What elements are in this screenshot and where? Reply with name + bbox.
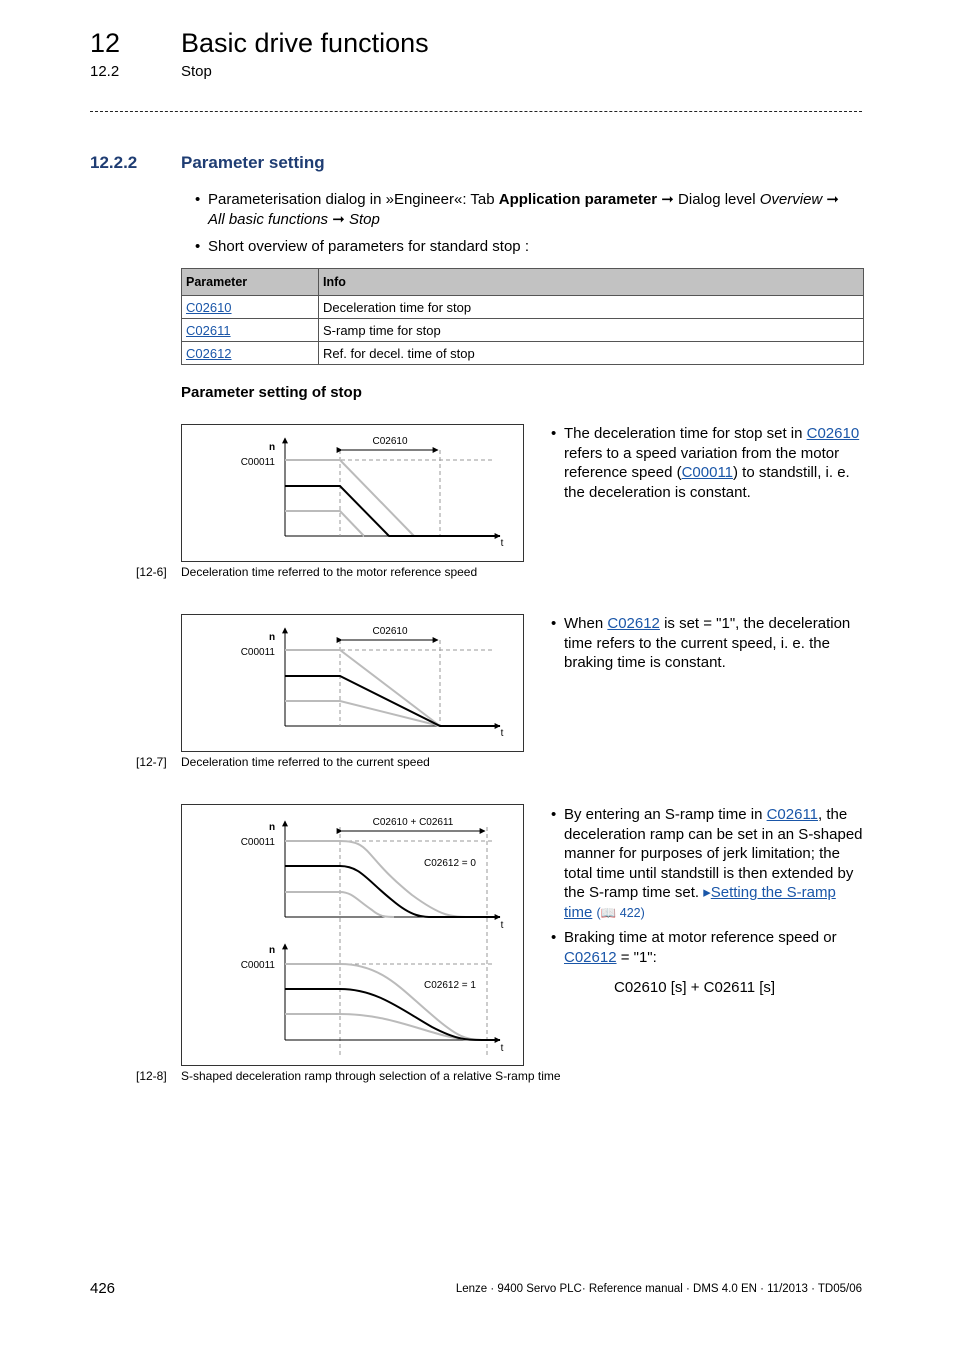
s-ramp-curve <box>285 841 470 917</box>
figure-12-7 <box>181 614 524 752</box>
axis-label-c00011: C00011 <box>240 960 275 971</box>
caption-number: [12-7] <box>136 755 167 769</box>
axis-label-n: n <box>268 945 276 956</box>
axis-label-n: n <box>268 822 276 833</box>
caption: S-shaped deceleration ramp through selection of a relative S-ramp time <box>181 1069 561 1083</box>
document-info: Lenze · 9400 Servo PLC· Reference manual · DMS 4.0 EN · 11/2013 · TD05/06 <box>455 1283 862 1295</box>
dialog-item: All basic functions <box>208 210 329 228</box>
page-ref-number: 422 <box>619 905 641 920</box>
text: By entering an S-ramp time in <box>564 806 767 823</box>
param-link-c02611[interactable]: C02611 <box>186 322 231 338</box>
chapter-title: Basic drive functions <box>181 28 429 58</box>
text: is set = "1", the deceleration time refers to the current speed, i. e. the braking time is constant. <box>564 615 851 671</box>
axis-label-c00011: C00011 <box>240 647 275 658</box>
fig3-bullet-2 <box>551 928 864 967</box>
section-number: 12.2 <box>90 63 120 80</box>
bullet-dot: • <box>551 806 557 823</box>
param-link-c02612[interactable]: C02612 <box>186 345 232 361</box>
header-parameter: Parameter <box>182 269 319 296</box>
axis-label-n: n <box>268 632 276 643</box>
text: = "1": <box>616 948 657 966</box>
figure-12-6 <box>181 424 524 562</box>
axis-label-n: n <box>268 442 276 453</box>
table-row <box>182 319 864 342</box>
axis-label-t: t <box>500 1043 504 1054</box>
axis-label-c00011: C00011 <box>240 457 275 468</box>
fig2-description <box>551 614 864 673</box>
curve-label: C02612 = 0 <box>424 858 476 869</box>
arrow-icon: ➞ <box>657 191 679 208</box>
link-c00011[interactable]: C00011 <box>681 464 734 481</box>
bullet-dot: • <box>551 615 557 632</box>
dialog-level: Overview <box>759 191 823 208</box>
text: refers to a speed variation from the motor reference speed ( <box>564 444 840 481</box>
bullet-dot: • <box>551 425 557 442</box>
ramp-curve <box>285 511 364 536</box>
dimension-label: C02610 <box>372 626 408 637</box>
curve-label: C02612 = 1 <box>424 980 476 991</box>
table-row <box>182 296 864 319</box>
fig1-description <box>551 424 864 502</box>
s-ramp-curve <box>285 964 482 1040</box>
link-c02611[interactable]: C02611 <box>766 806 819 823</box>
param-info: Deceleration time for stop <box>319 296 864 319</box>
text: , the deceleration ramp can be set in an S-shaped manner for purposes of jerk limitation; the total time until standstill is then extended by the S-ramp time set. <box>564 806 863 901</box>
section-title: Stop <box>181 63 212 80</box>
formula: C02610 [s] + C02611 [s] <box>614 979 776 996</box>
axis-label-t: t <box>500 728 504 739</box>
fig3-description <box>551 805 864 923</box>
param-info: Ref. for decel. time of stop <box>319 342 864 365</box>
text: Parameterisation dialog in »Engineer«: Tab <box>208 191 499 208</box>
arrow-icon: ➞ <box>328 210 349 228</box>
text: Short overview of parameters for standard stop : <box>208 238 529 255</box>
axis-label-t: t <box>500 920 504 931</box>
link-c02612[interactable]: C02612 <box>564 948 617 966</box>
text: Dialog level <box>678 191 760 208</box>
axis-label-t: t <box>500 538 504 549</box>
tab-name: Application parameter <box>498 191 658 208</box>
bullet-dot: • <box>195 238 201 255</box>
link-c02612[interactable]: C02612 <box>607 615 660 632</box>
text: When <box>564 615 608 632</box>
dialog-item: Stop <box>348 210 380 228</box>
figure-12-8 <box>181 804 524 1066</box>
dimension-label: C02610 + C02611 <box>372 817 454 828</box>
table-row <box>182 342 864 365</box>
xref-arrow-icon: ▸ <box>703 884 711 901</box>
caption-number: [12-8] <box>136 1069 167 1083</box>
arrow-icon: ➞ <box>822 191 840 208</box>
intro-bullet-2 <box>195 237 868 257</box>
subsection-number: 12.2.2 <box>90 153 138 172</box>
caption: Deceleration time referred to the current speed <box>181 755 430 769</box>
parameter-table <box>181 268 864 365</box>
caption-number: [12-6] <box>136 565 167 579</box>
param-info: S-ramp time for stop <box>319 319 864 342</box>
subheading: Parameter setting of stop <box>181 384 362 401</box>
text: The deceleration time for stop set in <box>564 425 807 442</box>
table-header-row <box>182 269 864 296</box>
header-info: Info <box>319 269 864 296</box>
page-ref[interactable]: (📖 422) <box>596 905 645 920</box>
param-link-c02610[interactable]: C02610 <box>186 299 232 315</box>
link-c02610[interactable]: C02610 <box>806 425 860 442</box>
bullet-dot: • <box>195 191 201 208</box>
subsection-title: Parameter setting <box>181 153 325 172</box>
dimension-label: C02610 <box>372 436 408 447</box>
chapter-number: 12 <box>90 28 121 58</box>
intro-bullet-1 <box>195 190 868 229</box>
bullet-dot: • <box>551 929 557 946</box>
page-number: 426 <box>90 1280 116 1297</box>
caption: Deceleration time referred to the motor reference speed <box>181 565 478 579</box>
book-icon: 📖 <box>600 905 617 920</box>
text: Braking time at motor reference speed or <box>564 929 837 946</box>
axis-label-c00011: C00011 <box>240 837 275 848</box>
text: ) to standstill, i. e. the deceleration is constant. <box>564 464 850 501</box>
xref-s-ramp-link[interactable]: Setting the S-ramp time <box>564 884 836 921</box>
header-divider <box>90 111 862 112</box>
ramp-curve <box>285 460 414 536</box>
